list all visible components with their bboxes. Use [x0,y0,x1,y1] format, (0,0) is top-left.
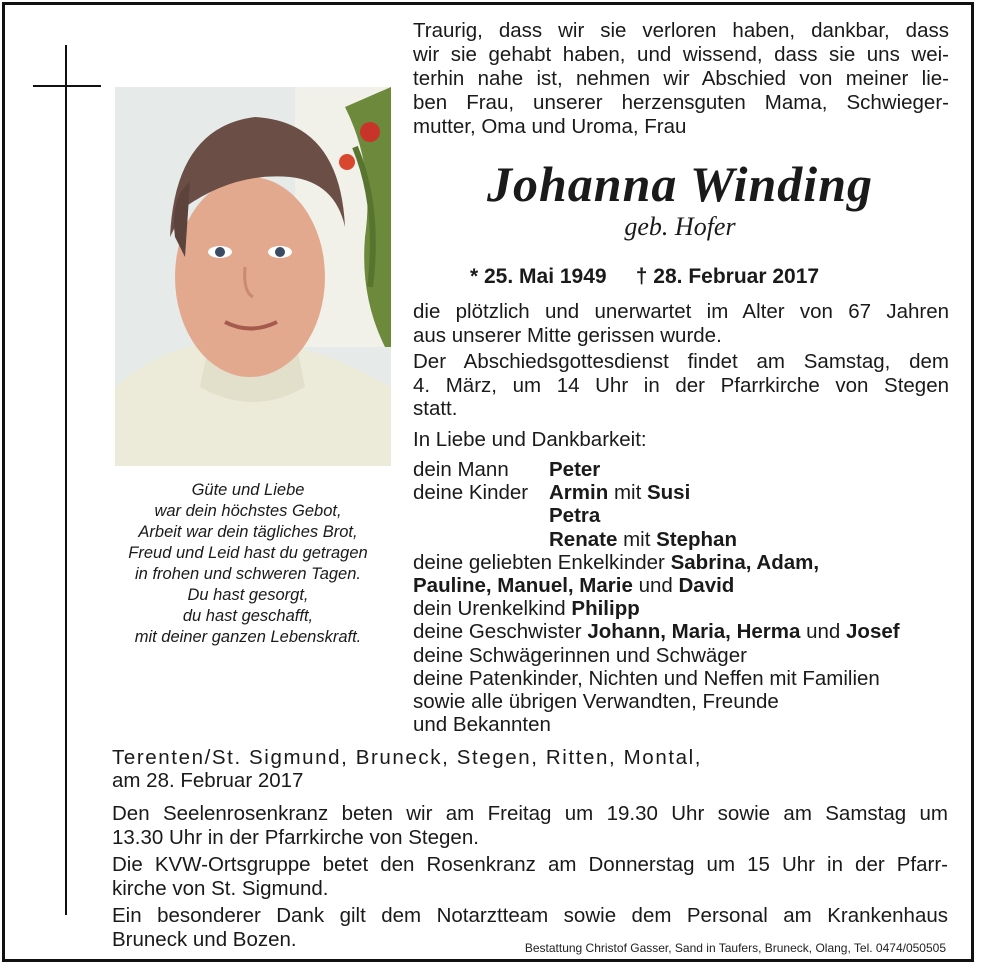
service-line: statt. [413,397,458,420]
mourner-row-relatives: sowie alle übrigen Verwandten, Freunde [413,689,779,713]
service-line: Der Abschiedsgottesdienst findet am Samstag, dem [413,350,949,373]
mourner-name: Susi [646,481,691,505]
connector-text: mit [623,527,651,551]
mourner-label: dein Mann [413,458,509,481]
undertaker-credit: Bestattung Christof Gasser, Sand in Taufers, Bruneck, Olang, Tel. 0474/050505 [524,941,946,955]
mourner-row-grandchildren-2 [413,574,953,597]
mourner-row-child2 [413,504,953,527]
mourner-name: Josef [846,620,900,644]
mourner-name: David [678,573,735,597]
memorial-poem [100,480,396,648]
kvw-line: kirche von St. Sigmund. [112,876,329,900]
mourner-name: Armin [549,481,609,505]
mourner-row-great-grandchild [413,597,953,620]
mourners-list [413,458,953,736]
death-line: aus unserer Mitte gerissen wurde. [413,323,722,347]
intro-line: mutter, Oma und Uroma, Frau [413,115,687,138]
connector-text: und [638,573,673,597]
intro-line: terhin nahe ist, nehmen wir Abschied von meiner lie- [413,67,949,90]
kvw-line: Die KVW-Ortsgruppe betet den Rosenkranz am Donnerstag um 15 Uhr in der Pfarr- [112,853,948,876]
mourner-name: Peter [549,458,601,481]
intro-line: wir sie gehabt haben, und wissend, dass sie uns wei- [413,43,949,66]
connector-text: und [806,620,841,644]
mourner-row-child3 [413,528,953,551]
mourner-name: Petra [549,504,601,528]
mourner-row-inlaws: deine Schwägerinnen und Schwäger [413,643,747,667]
poem-line: Arbeit war dein tägliches Brot, [138,523,358,541]
mourner-label: deine Kinder [413,481,529,505]
mourner-label: deine geliebten Enkelkinder [413,550,665,574]
mourner-name: Renate [549,527,618,551]
place-and-date [112,746,812,792]
intro-line: ben Frau, unserer herzensguten Mama, Schwieger- [413,91,949,114]
intro-paragraph [413,19,949,139]
mourner-row-siblings [413,620,953,643]
poem-line: Du hast gesorgt, [187,586,309,604]
service-notice [413,350,949,421]
kvw-notice [112,853,948,900]
birth-date: * 25. Mai 1949 [470,265,607,288]
deceased-name: Johanna Winding [486,156,874,212]
life-dates [470,265,890,289]
cross-icon-bar [33,85,101,87]
rosary-line: 13.30 Uhr in der Pfarrkirche von Stegen. [112,825,479,849]
thanks-line: Bruneck und Bozen. [112,927,297,951]
intro-line: Traurig, dass wir sie verloren haben, dankbar, dass [413,19,949,42]
death-notice [413,300,949,347]
mourner-row-husband [413,458,953,481]
poem-line: mit deiner ganzen Lebenskraft. [134,628,362,646]
thanks-line: Ein besonderer Dank gilt dem Notarztteam sowie dem Personal am Krankenhaus [112,904,948,927]
mourner-name: Sabrina, Adam, [670,550,820,574]
mourner-name: Pauline, Manuel, Marie [413,573,633,597]
mourner-label: deine Geschwister [413,620,582,644]
mourner-label: dein Urenkelkind [413,597,566,621]
mourner-name: Philipp [571,597,640,621]
poem-line: Freud und Leid hast du getragen [128,544,368,562]
rosary-line: Den Seelenrosenkranz beten wir am Freitag um 19.30 Uhr sowie am Samstag um [112,802,948,825]
service-line: 4. März, um 14 Uhr in der Pfarrkirche von Stegen [413,373,949,397]
place-line: Terenten/St. Sigmund, Bruneck, Stegen, Ritten, Montal, [112,746,703,769]
rosary-notice [112,802,948,849]
death-date: † 28. Februar 2017 [635,265,820,288]
mourner-row-children [413,481,953,504]
connector-text: mit [613,481,642,505]
place-date: am 28. Februar 2017 [112,769,304,792]
poem-line: du hast geschafft, [182,607,314,625]
mourner-row-grandchildren [413,551,953,574]
cross-icon [65,45,67,915]
poem-line: Güte und Liebe [191,481,305,499]
death-line: die plötzlich und unerwartet im Alter von 67 Jahren [413,300,949,323]
poem-line: war dein höchstes Gebot, [154,502,342,520]
portrait-photo [115,87,391,466]
mourners-intro: In Liebe und Dankbarkeit: [413,428,647,451]
mourner-name: Johann, Maria, Herma [587,620,801,644]
mourner-row-godchildren: deine Patenkinder, Nichten und Neffen mit Familien [413,666,880,690]
maiden-name: geb. Hofer [624,212,736,241]
mourner-row-acquaintances: und Bekannten [413,713,551,737]
mourner-name: Stephan [656,527,737,551]
poem-line: in frohen und schweren Tagen. [135,565,361,583]
